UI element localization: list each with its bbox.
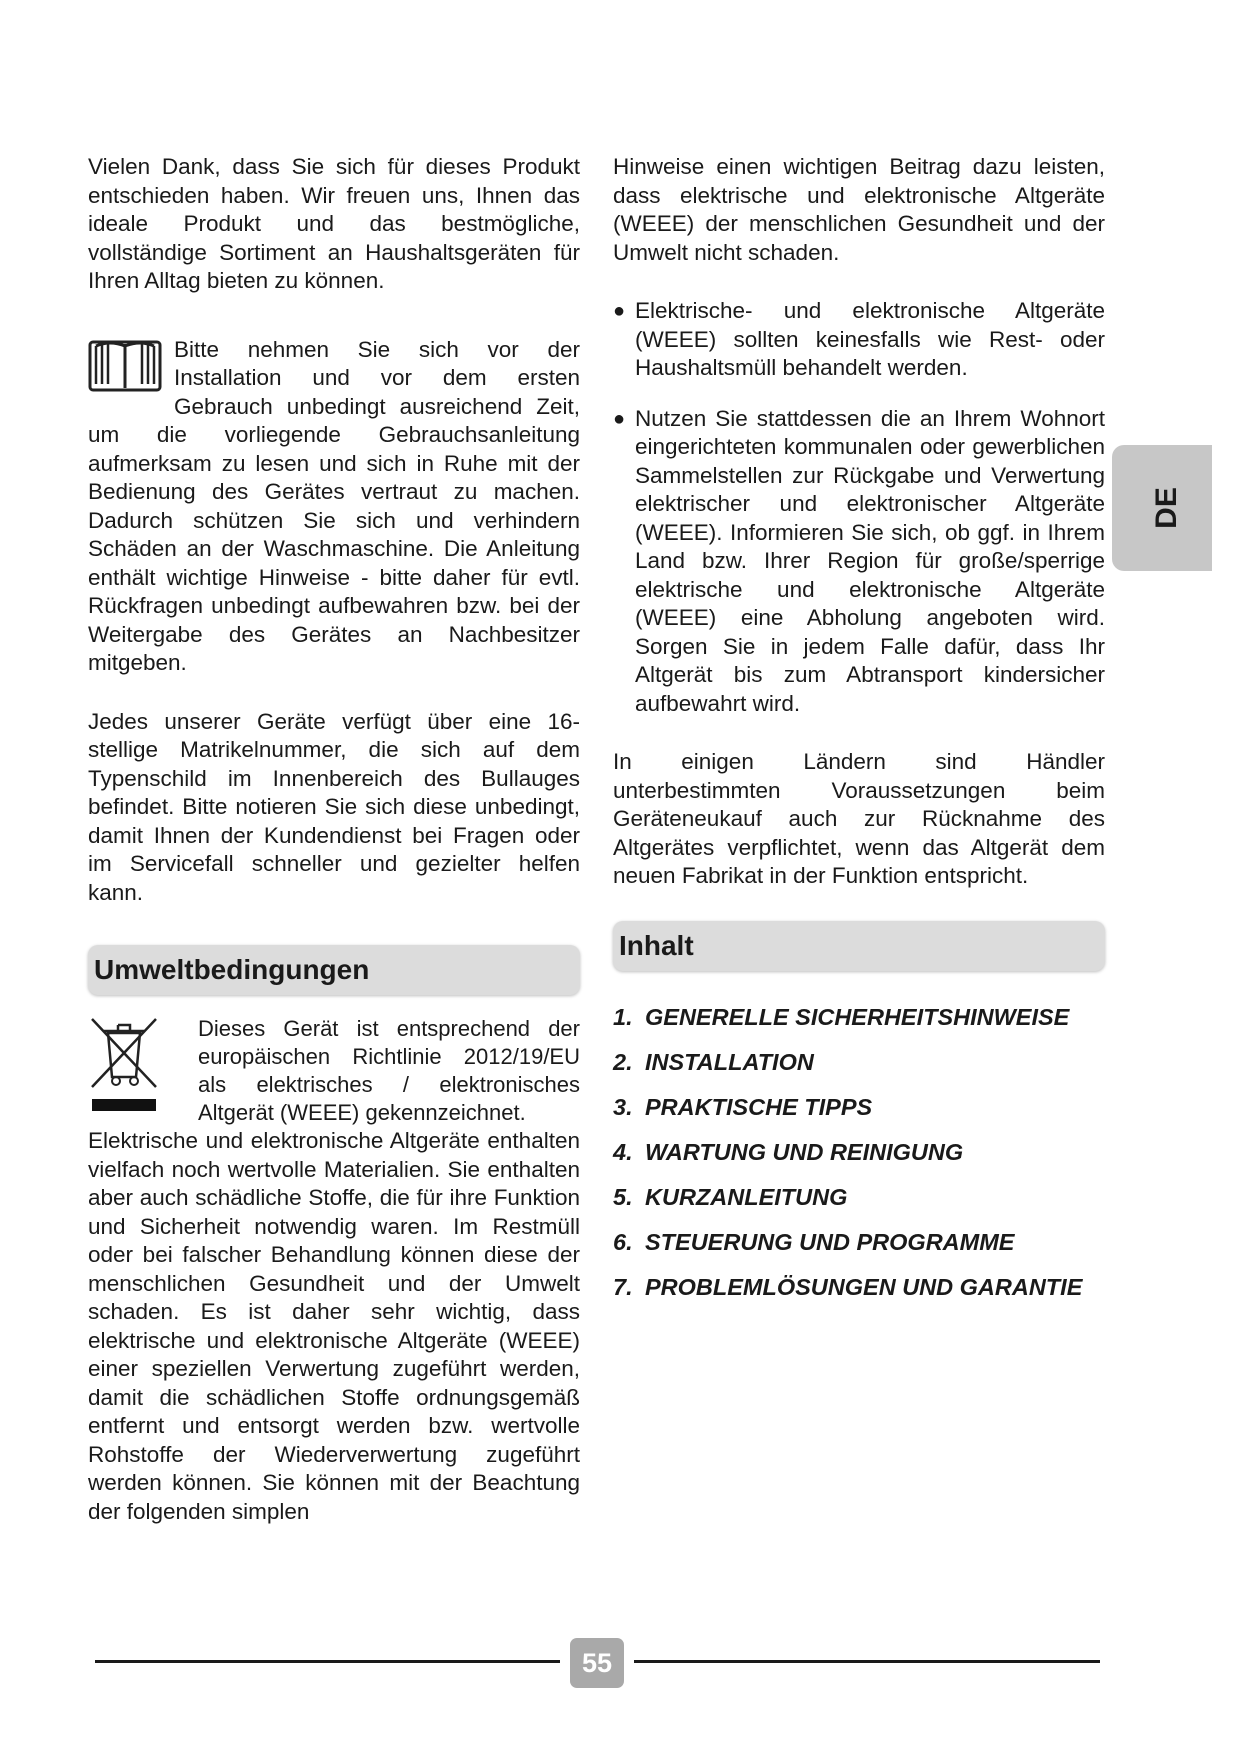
disposal-bullets xyxy=(613,297,1105,718)
footer-rule-right xyxy=(634,1660,1100,1663)
toc-item[interactable]: 7. PROBLEMLÖSUNGEN UND GARANTIE xyxy=(613,1273,1083,1300)
weee-notice xyxy=(88,1015,580,1127)
page-number: 55 xyxy=(570,1638,624,1688)
toc-item[interactable]: 4. WARTUNG UND REINIGUNG xyxy=(613,1138,964,1165)
list-item: ● Nutzen Sie stattdessen die an Ihrem Wohnort eingerichteten kommunalen oder gewerblichen Sammelstellen zur Rückgabe und Verwertung elektrischer und elektronischer Altgeräte (WEEE). Informieren Sie sich, ob ggf. in Ihrem Land bzw. Ihrer Region für große/sperrige elektrische und elektronische Altgeräte (WEEE) eine Abholung angeboten wird. Sorgen Sie in jedem Falle dafür, dass Ihr Altgerät bis zum Abtransport kindersicher aufbewahrt wird. xyxy=(613,405,1105,719)
list-item: ● Elektrische- und elektronische Altgeräte (WEEE) sollten keinesfalls wie Rest- oder Haushaltsmüll behandelt werden. xyxy=(613,297,1105,383)
language-tab xyxy=(1112,445,1212,571)
contents-heading: Inhalt xyxy=(613,921,1105,971)
weee-label-text: Dieses Gerät ist entsprechend der europäischen Richtlinie 2012/19/EU als elektrisches / elektronisches Altgerät (WEEE) gekennzeichnet. xyxy=(198,1016,580,1125)
toc-item[interactable]: 3. PRAKTISCHE TIPPS xyxy=(613,1093,873,1120)
book-icon xyxy=(88,336,162,394)
toc-item[interactable]: 2. INSTALLATION xyxy=(613,1048,814,1075)
continued-paragraph: Hinweise einen wichtigen Beitrag dazu leisten, dass elektrische und elektronische Altgeräte (WEEE) der menschlichen Gesundheit und der Umwelt nicht schaden. xyxy=(613,154,1105,265)
table-of-contents xyxy=(613,1001,1105,1316)
instruction-block xyxy=(88,326,580,678)
dealer-paragraph: In einigen Ländern sind Händler unterbestimmten Voraussetzungen beim Geräteneukauf auch zur Rücknahme des Altgerätes verpflichtet, wenn das Altgerät dem neuen Fabrikat in der Funktion entspricht. xyxy=(613,749,1105,888)
toc-item[interactable]: 1. GENERELLE SICHERHEITSHINWEISE xyxy=(613,1003,1070,1030)
instruction-paragraph: Bitte nehmen Sie sich vor der Installation und vor dem ersten Gebrauch unbedingt ausreichend Zeit, um die vorliegende Gebrauchsanleitung aufmerksam zu lesen und sich in Ruhe mit der Bedienung des Gerätes vertraut zu machen. Dadurch schützen Sie sich und verhindern Schäden an der Waschmaschine. Die Anleitung enthält wichtige Hinweise - bitte daher für evtl. Rückfragen unbedingt aufbewahren bzw. bei der Weitergabe des Gerätes an Nachbesitzer mitgeben. xyxy=(88,336,580,675)
right-column xyxy=(613,153,1105,1316)
crossed-out-bin-icon xyxy=(88,1015,160,1113)
intro-paragraph: Vielen Dank, dass Sie sich für dieses Produkt entschieden haben. Wir freuen uns, Ihnen das ideale Produkt und das bestmögliche, vollständige Sortiment an Haushaltsgeräten für Ihren Alltag bieten zu können. xyxy=(88,154,580,293)
toc-item[interactable]: 6. STEUERUNG UND PROGRAMME xyxy=(613,1228,1015,1255)
serial-number-paragraph: Jedes unserer Geräte verfügt über eine 16-stellige Matrikelnummer, die sich auf dem Typenschild im Innenbereich des Bullauges befindet. Bitte notieren Sie sich diese unbedingt, damit Ihnen der Kundendienst bei Fragen oder im Servicefall schneller und gezielter helfen kann. xyxy=(88,708,580,905)
language-tab-label: DE xyxy=(1149,487,1183,529)
environment-heading: Umweltbedingungen xyxy=(88,945,580,995)
weee-body-paragraph: Elektrische und elektronische Altgeräte enthalten vielfach noch wertvolle Materialien. Sie enthalten aber auch schädliche Stoffe, die für ihre Funktion und Sicherheit notwendig waren. Im Restmüll oder bei falscher Behandlung können diese der menschlichen Gesundheit und der Umwelt schaden. Es ist daher sehr wichtig, dass elektrische und elektronische Altgeräte (WEEE) einer speziellen Verwertung zugeführt werden, damit die schädlichen Stoffe ordnungsgemäß entfernt und entsorgt werden bzw. wertvolle Rohstoffe der Wiederverwertung zugeführt werden können. Sie können mit der Beachtung der folgenden simplen xyxy=(88,1128,580,1524)
toc-item[interactable]: 5. KURZANLEITUNG xyxy=(613,1183,848,1210)
left-column xyxy=(88,153,580,1526)
footer-rule-left xyxy=(95,1660,560,1663)
